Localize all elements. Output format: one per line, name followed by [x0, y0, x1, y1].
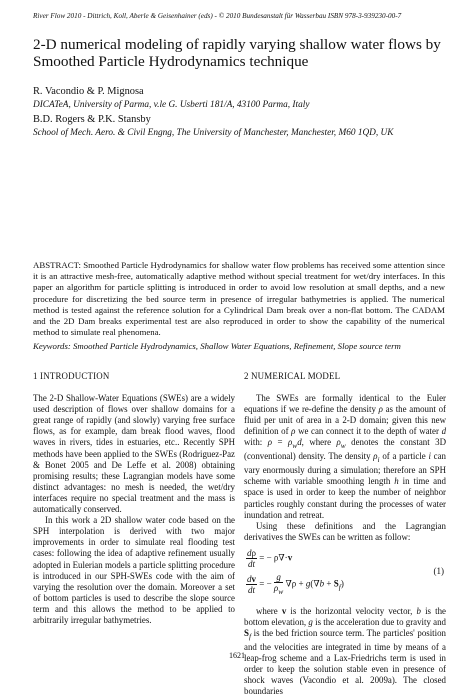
author-affiliation-1: DICATeA, University of Parma, v.le G. Usberti 181/A, 43100 Parma, Italy — [33, 100, 310, 110]
running-header: River Flow 2010 - Dittrich, Koll, Aberle & Geisenhainer (eds) - © 2010 Bundesanstalt für Wasserbau ISBN 978-3-939230-00-7 — [33, 12, 402, 20]
model-paragraph-1: The SWEs are formally identical to the Euler equations if we re-define the density ρ as the amount of fluid per unit of area in a 2-D domain; given this new definition of ρ we can connect it to the depth of water d with: $\rho = \rho_wd$, where $\rho_w$ denotes the constant 3D (conventional) density. The density $\rho_i$ of a particle i can vary enormously during a simulation; therefore an SPH scheme with variable smoothing length h in time and space is used in order to keep the number of neighbor particles roughly constant during the processes of water inundation and retreat. — [244, 393, 446, 520]
author-names-2: B.D. Rogers & P.K. Stansby — [33, 114, 151, 125]
intro-paragraph-1: The 2-D Shallow-Water Equations (SWEs) are a widely used description of flows over shallow domains for a great range of rapidly (and slowly) varying free surface flows, as for example, dam break flood waves, flood waves in rivers, tides in estuaries, etc.. Recently SPH methods have been applied to the SWEs (Rodriguez-Paz & Bonet 2005 and De Leffe et al. 2008) obtaining promising results; these Lagrangian models have some distinct advantages: no mesh is needed, the wet/dry interfaces require no special treatment and the mass is automatically conserved. — [33, 393, 235, 515]
abstract: ABSTRACT: Smoothed Particle Hydrodynamics for shallow water flow problems has received some attention since it is an attractive mesh-free, automatically adaptive method without special treatment for wet/dry interfaces. In this paper an algorithm for particle splitting is introduced in order to avoid low resolution at small depths, and a new procedure for discretizing the bed source term in presence of irregular bathymetries is applied. The numerical method is tested against the reference solution for a Cylindrical Dam break over a non-flat bottom. The CADAM and the 2D Dam breaks experimental test are also reproduced in order to show the capability of the numerical method to simulate real phenomena. — [33, 260, 445, 338]
equation-number: (1) — [433, 565, 444, 576]
right-column — [244, 371, 446, 697]
keywords: Keywords: Smoothed Particle Hydrodynamics, Shallow Water Equations, Refinement, Slope source term — [33, 341, 401, 351]
model-paragraph-3: where v is the horizontal velocity vector, b is the bottom elevation, g is the acceleration due to gravity and $S_f$ is the bed friction source term. The particles' position and the velocities are integrated in time by means of a leap-frog scheme and a Lax-Friedrichs term is used in order to keep the solution stable even in presence of shock waves (Vacondio et al. 2009a). The closed boundaries — [244, 605, 446, 697]
page-number: 1621 — [229, 651, 245, 660]
paper-title: 2-D numerical modeling of rapidly varying shallow water flows by Smoothed Particle Hydrodynamics technique — [33, 36, 441, 70]
left-column — [33, 371, 235, 626]
author-affiliation-2: School of Mech. Aero. & Civil Engng, The University of Manchester, Manchester, M60 1QD, UK — [33, 128, 394, 138]
intro-paragraph-2: In this work a 2D shallow water code based on the SPH interpolation is derived with two major improvements in order to simulate real flooding test cases: following the idea of adaptive refinement usually adopted in Eulerian models a particle splitting procedure is introduced in our SPH-SWEs code with the aim of varying the resolution over the domain. Moreover a set of bottom particles is used to describe the slope source term and this allows the method to be applied to arbitrarily irregular bathymetries. — [33, 515, 235, 625]
section-heading-introduction: 1 INTRODUCTION — [33, 371, 110, 381]
equation-1 — [244, 548, 446, 600]
equation-momentum: $\frac{dv}{dt}$ = − $\frac{g}{\rho_w}$ $\nabla\rho + g(\nabla b + S_f)$ — [247, 571, 344, 596]
equation-continuity: $\frac{d\rho}{dt}$ = − ρ∇·v — [247, 547, 293, 569]
author-names-1: R. Vacondio & P. Mignosa — [33, 86, 144, 97]
model-paragraph-2: Using these definitions and the Lagrangian derivatives the SWEs can be written as follow: — [244, 520, 446, 542]
section-heading-numerical-model: 2 NUMERICAL MODEL — [244, 371, 341, 381]
